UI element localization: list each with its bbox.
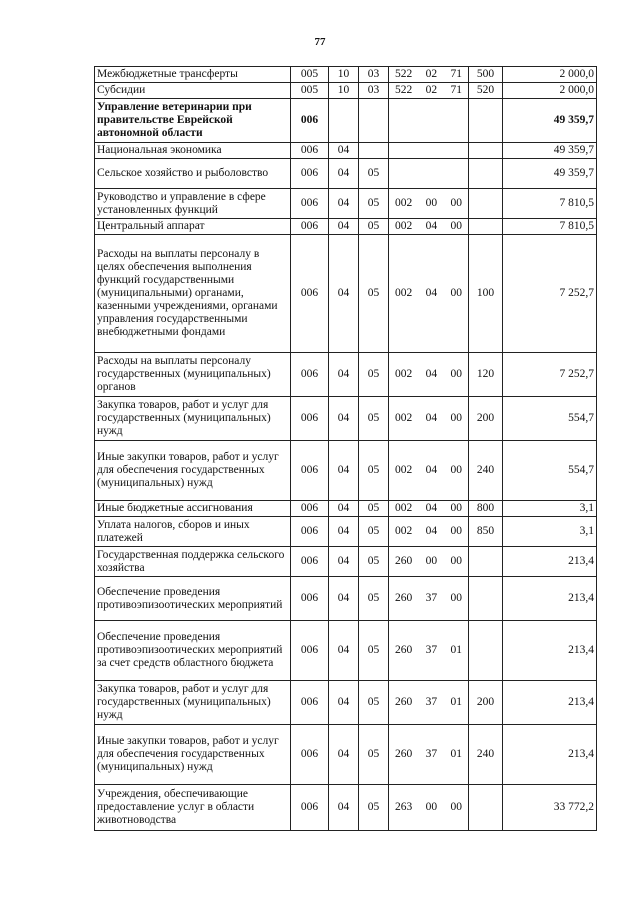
section-code-cell: 04: [329, 143, 359, 159]
target-article-cell: [389, 353, 469, 397]
section-code-cell: 04: [329, 681, 359, 725]
table-row: [95, 143, 597, 159]
target-article-part: 002: [395, 220, 413, 232]
amount-cell: 33 772,2: [503, 785, 597, 831]
row-name-cell: Иные закупки товаров, работ и услуг для обеспечения государственных (муниципальных) нужд: [95, 725, 291, 785]
section-code-cell: 04: [329, 621, 359, 681]
target-article-code: [391, 464, 466, 477]
table-row: [95, 235, 597, 353]
target-article-part: 00: [450, 801, 462, 813]
grbs-code-cell: 006: [291, 159, 329, 189]
target-article-cell: [389, 219, 469, 235]
row-name-cell: Управление ветеринарии при правительстве Еврейской автономной области: [95, 99, 291, 143]
target-article-part: 260: [395, 644, 413, 656]
target-article-part: 00: [450, 368, 462, 380]
section-code-cell: 04: [329, 235, 359, 353]
target-article-cell: [389, 621, 469, 681]
row-name-cell: Закупка товаров, работ и услуг для государственных (муниципальных) нужд: [95, 397, 291, 441]
grbs-code-cell: 005: [291, 83, 329, 99]
section-code-cell: 04: [329, 219, 359, 235]
target-article-part: 37: [425, 644, 438, 656]
target-article-cell: [389, 397, 469, 441]
amount-cell: 7 252,7: [503, 353, 597, 397]
amount-cell: 49 359,7: [503, 159, 597, 189]
target-article-code: [391, 748, 466, 761]
grbs-code-cell: 006: [291, 785, 329, 831]
target-article-part: 04: [425, 220, 438, 232]
amount-cell: 49 359,7: [503, 99, 597, 143]
row-name-cell: Закупка товаров, работ и услуг для государственных (муниципальных) нужд: [95, 681, 291, 725]
subsection-code-cell: 05: [359, 397, 389, 441]
expense-type-cell: 240: [469, 441, 503, 501]
subsection-code-cell: 05: [359, 159, 389, 189]
target-article-part: 04: [425, 412, 438, 424]
subsection-code-cell: 05: [359, 235, 389, 353]
target-article-part: 260: [395, 748, 413, 760]
grbs-code-cell: 006: [291, 517, 329, 547]
target-article-code: [391, 220, 466, 233]
amount-cell: 213,4: [503, 681, 597, 725]
target-article-code: [391, 84, 466, 97]
grbs-code-cell: 006: [291, 577, 329, 621]
grbs-code-cell: 006: [291, 501, 329, 517]
amount-cell: 213,4: [503, 621, 597, 681]
target-article-part: 260: [395, 555, 413, 567]
target-article-part: 37: [425, 696, 438, 708]
row-name-cell: Центральный аппарат: [95, 219, 291, 235]
grbs-code-cell: 006: [291, 681, 329, 725]
section-code-cell: 04: [329, 577, 359, 621]
subsection-code-cell: 05: [359, 547, 389, 577]
target-article-code: [391, 801, 466, 814]
target-article-cell: [389, 189, 469, 219]
target-article-cell: [389, 681, 469, 725]
target-article-part: 02: [425, 84, 438, 96]
section-code-cell: 10: [329, 83, 359, 99]
section-code-cell: [329, 99, 359, 143]
table-row: [95, 67, 597, 83]
page-number: 77: [314, 36, 326, 48]
row-name-cell: Уплата налогов, сборов и иных платежей: [95, 517, 291, 547]
row-name-cell: Учреждения, обеспечивающие предоставление услуг в области животноводства: [95, 785, 291, 831]
grbs-code-cell: 005: [291, 67, 329, 83]
grbs-code-cell: 006: [291, 219, 329, 235]
target-article-code: [391, 696, 466, 709]
expense-type-cell: 240: [469, 725, 503, 785]
expense-type-cell: [469, 577, 503, 621]
target-article-part: 71: [450, 84, 462, 96]
amount-cell: 554,7: [503, 441, 597, 501]
target-article-part: 002: [395, 464, 413, 476]
subsection-code-cell: 05: [359, 189, 389, 219]
target-article-part: 00: [450, 555, 462, 567]
section-code-cell: 10: [329, 67, 359, 83]
row-name-cell: Расходы на выплаты персоналу в целях обеспечения выполнения функций государственными (муниципальными) органами, казенными учреждениями, органами управления государственными внебюджетными фондами: [95, 235, 291, 353]
expense-type-cell: [469, 99, 503, 143]
target-article-code: [391, 287, 466, 300]
expense-type-cell: 200: [469, 397, 503, 441]
expense-type-cell: 100: [469, 235, 503, 353]
target-article-part: 00: [450, 592, 462, 604]
grbs-code-cell: 006: [291, 143, 329, 159]
row-name-cell: Национальная экономика: [95, 143, 291, 159]
target-article-part: 00: [425, 801, 438, 813]
target-article-part: 263: [395, 801, 413, 813]
target-article-cell: [389, 159, 469, 189]
target-article-part: 37: [425, 592, 438, 604]
target-article-code: [391, 68, 466, 81]
section-code-cell: 04: [329, 517, 359, 547]
amount-cell: 2 000,0: [503, 83, 597, 99]
target-article-part: 522: [395, 68, 413, 80]
expense-type-cell: [469, 547, 503, 577]
table-row: [95, 725, 597, 785]
target-article-cell: [389, 83, 469, 99]
row-name-cell: Субсидии: [95, 83, 291, 99]
target-article-code: [391, 368, 466, 381]
target-article-cell: [389, 547, 469, 577]
table-row: [95, 547, 597, 577]
target-article-code: [391, 502, 466, 515]
target-article-code: [391, 644, 466, 657]
subsection-code-cell: 05: [359, 219, 389, 235]
row-name-cell: Расходы на выплаты персоналу государственных (муниципальных) органов: [95, 353, 291, 397]
target-article-part: 00: [450, 197, 462, 209]
target-article-part: 002: [395, 287, 413, 299]
expense-type-cell: [469, 189, 503, 219]
amount-cell: 213,4: [503, 725, 597, 785]
target-article-part: 002: [395, 502, 413, 514]
target-article-part: 00: [450, 412, 462, 424]
target-article-code: [391, 592, 466, 605]
subsection-code-cell: [359, 143, 389, 159]
subsection-code-cell: 03: [359, 83, 389, 99]
amount-cell: 3,1: [503, 501, 597, 517]
target-article-cell: [389, 501, 469, 517]
amount-cell: 3,1: [503, 517, 597, 547]
table-row: [95, 159, 597, 189]
target-article-cell: [389, 441, 469, 501]
target-article-cell: [389, 725, 469, 785]
section-code-cell: 04: [329, 547, 359, 577]
target-article-cell: [389, 577, 469, 621]
expense-type-cell: [469, 621, 503, 681]
target-article-part: 00: [450, 502, 462, 514]
target-article-part: 002: [395, 197, 413, 209]
table-row: [95, 517, 597, 547]
grbs-code-cell: 006: [291, 189, 329, 219]
amount-cell: 213,4: [503, 547, 597, 577]
target-article-part: 71: [450, 68, 462, 80]
expense-type-cell: 850: [469, 517, 503, 547]
expense-type-cell: 500: [469, 67, 503, 83]
target-article-part: 00: [450, 220, 462, 232]
subsection-code-cell: 05: [359, 681, 389, 725]
grbs-code-cell: 006: [291, 441, 329, 501]
expense-type-cell: 200: [469, 681, 503, 725]
amount-cell: 7 810,5: [503, 189, 597, 219]
section-code-cell: 04: [329, 441, 359, 501]
subsection-code-cell: 05: [359, 725, 389, 785]
subsection-code-cell: 05: [359, 353, 389, 397]
target-article-cell: [389, 67, 469, 83]
target-article-code: [391, 555, 466, 568]
expense-type-cell: [469, 219, 503, 235]
target-article-part: 002: [395, 412, 413, 424]
table-row: [95, 83, 597, 99]
subsection-code-cell: 05: [359, 577, 389, 621]
target-article-part: 01: [450, 644, 462, 656]
amount-cell: 554,7: [503, 397, 597, 441]
target-article-part: 00: [450, 464, 462, 476]
section-code-cell: 04: [329, 501, 359, 517]
target-article-code: [391, 412, 466, 425]
section-code-cell: 04: [329, 189, 359, 219]
table-row: [95, 441, 597, 501]
table-row: [95, 189, 597, 219]
table-row: [95, 353, 597, 397]
section-code-cell: 04: [329, 785, 359, 831]
target-article-part: 37: [425, 748, 438, 760]
target-article-part: 01: [450, 748, 462, 760]
target-article-part: 260: [395, 592, 413, 604]
row-name-cell: Руководство и управление в сфере установленных функций: [95, 189, 291, 219]
expense-type-cell: 800: [469, 501, 503, 517]
target-article-code: [391, 197, 466, 210]
target-article-part: 00: [450, 525, 462, 537]
section-code-cell: 04: [329, 397, 359, 441]
grbs-code-cell: 006: [291, 621, 329, 681]
subsection-code-cell: 05: [359, 501, 389, 517]
target-article-part: 01: [450, 696, 462, 708]
section-code-cell: 04: [329, 725, 359, 785]
target-article-cell: [389, 517, 469, 547]
grbs-code-cell: 006: [291, 353, 329, 397]
table-row: [95, 99, 597, 143]
row-name-cell: Иные бюджетные ассигнования: [95, 501, 291, 517]
target-article-part: 04: [425, 368, 438, 380]
grbs-code-cell: 006: [291, 99, 329, 143]
target-article-code: [391, 525, 466, 538]
table-row: [95, 577, 597, 621]
expense-type-cell: [469, 785, 503, 831]
target-article-part: 260: [395, 696, 413, 708]
target-article-part: 04: [425, 525, 438, 537]
subsection-code-cell: 03: [359, 67, 389, 83]
target-article-part: 002: [395, 368, 413, 380]
target-article-part: 00: [450, 287, 462, 299]
expense-type-cell: 120: [469, 353, 503, 397]
subsection-code-cell: 05: [359, 517, 389, 547]
row-name-cell: Обеспечение проведения противоэпизоотических мероприятий за счет средств областного бюджета: [95, 621, 291, 681]
expense-type-cell: [469, 159, 503, 189]
table-row: [95, 219, 597, 235]
target-article-part: 04: [425, 502, 438, 514]
grbs-code-cell: 006: [291, 725, 329, 785]
target-article-part: 02: [425, 68, 438, 80]
subsection-code-cell: [359, 99, 389, 143]
grbs-code-cell: 006: [291, 547, 329, 577]
row-name-cell: Межбюджетные трансферты: [95, 67, 291, 83]
table-row: [95, 681, 597, 725]
target-article-part: 00: [425, 197, 438, 209]
subsection-code-cell: 05: [359, 441, 389, 501]
target-article-cell: [389, 235, 469, 353]
target-article-part: 002: [395, 525, 413, 537]
amount-cell: 7 252,7: [503, 235, 597, 353]
row-name-cell: Иные закупки товаров, работ и услуг для обеспечения государственных (муниципальных) нужд: [95, 441, 291, 501]
row-name-cell: Сельское хозяйство и рыболовство: [95, 159, 291, 189]
row-name-cell: Обеспечение проведения противоэпизоотических мероприятий: [95, 577, 291, 621]
table-row: [95, 501, 597, 517]
target-article-cell: [389, 785, 469, 831]
amount-cell: 49 359,7: [503, 143, 597, 159]
expense-type-cell: [469, 143, 503, 159]
subsection-code-cell: 05: [359, 621, 389, 681]
target-article-part: 00: [425, 555, 438, 567]
target-article-cell: [389, 143, 469, 159]
section-code-cell: 04: [329, 159, 359, 189]
expense-type-cell: 520: [469, 83, 503, 99]
grbs-code-cell: 006: [291, 397, 329, 441]
target-article-cell: [389, 99, 469, 143]
amount-cell: 2 000,0: [503, 67, 597, 83]
target-article-part: 04: [425, 464, 438, 476]
grbs-code-cell: 006: [291, 235, 329, 353]
target-article-part: 04: [425, 287, 438, 299]
table-row: [95, 397, 597, 441]
target-article-part: 522: [395, 84, 413, 96]
budget-table: [94, 66, 597, 831]
subsection-code-cell: 05: [359, 785, 389, 831]
table-row: [95, 621, 597, 681]
table-row: [95, 785, 597, 831]
amount-cell: 7 810,5: [503, 219, 597, 235]
row-name-cell: Государственная поддержка сельского хозяйства: [95, 547, 291, 577]
section-code-cell: 04: [329, 353, 359, 397]
amount-cell: 213,4: [503, 577, 597, 621]
